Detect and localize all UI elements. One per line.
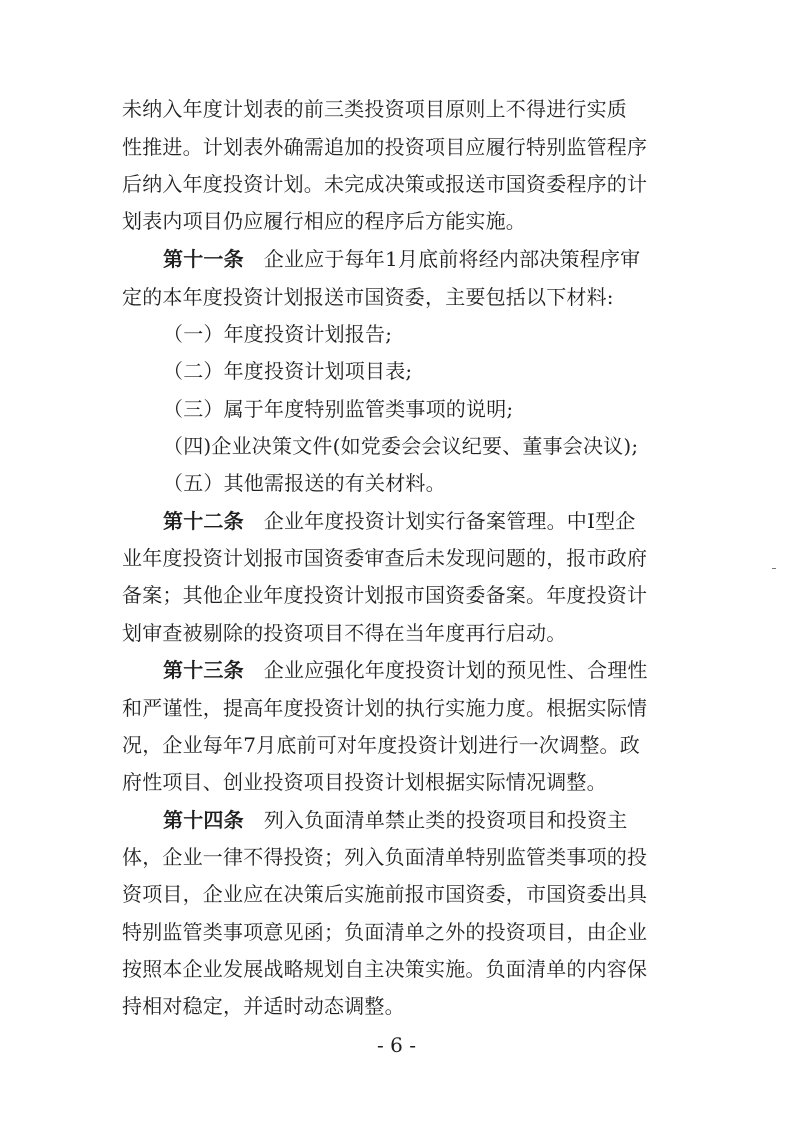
paragraph-line: 划表内项目仍应履行相应的程序后方能实施。 [122, 209, 526, 233]
list-item: （三）属于年度特别监管类事项的说明; [163, 397, 514, 421]
paragraph-line: 按照本企业发展战略规划自主决策实施。负面清单的内容保 [122, 957, 648, 981]
article-13-text: 企业应强化年度投资计划的预见性、合理性 [263, 658, 648, 682]
article-13-heading: 第十三条 [163, 658, 244, 682]
paragraph-line: 未纳入年度计划表的前三类投资项目原则上不得进行实质 [122, 97, 627, 121]
paragraph-line: 体，企业一律不得投资；列入负面清单特别监管类事项的投 [122, 845, 648, 869]
list-item: （四)企业决策文件(如党委会会议纪要、董事会决议); [163, 434, 639, 458]
article-11-heading: 第十一条 [163, 247, 244, 271]
article-12-first-line [163, 506, 718, 536]
paragraph-line: 后纳入年度投资计划。未完成决策或报送市国资委程序的计 [122, 172, 648, 196]
page-number: - 6 - [377, 1033, 416, 1057]
list-item: （一）年度投资计划报告; [163, 322, 393, 346]
article-14-first-line [163, 805, 718, 835]
article-12-heading: 第十二条 [163, 509, 244, 533]
paragraph-line: 划审查被剔除的投资项目不得在当年度再行启动。 [122, 621, 567, 645]
list-item: （二）年度投资计划项目表; [163, 359, 413, 383]
list-item: （五）其他需报送的有关材料。 [163, 471, 446, 495]
article-11-text: 企业应于每年1月底前将经内部决策程序审 [263, 247, 641, 271]
article-14-heading: 第十四条 [163, 808, 244, 832]
paragraph-line: 府性项目、创业投资项目投资计划根据实际情况调整。 [122, 770, 607, 794]
scan-mark [772, 568, 776, 569]
paragraph-line: 特别监管类事项意见函；负面清单之外的投资项目，由企业 [122, 920, 648, 944]
article-11-first-line [163, 244, 718, 274]
paragraph-line: 定的本年度投资计划报送市国资委，主要包括以下材料: [122, 285, 614, 309]
paragraph-line: 业年度投资计划报市国资委审查后未发现问题的，报市政府 [122, 546, 648, 570]
paragraph-line: 和严谨性，提高年度投资计划的执行实施力度。根据实际情 [122, 696, 648, 720]
article-12-text: 企业年度投资计划实行备案管理。中I型企 [263, 509, 636, 533]
article-13-first-line [163, 655, 718, 685]
paragraph-line: 况，企业每年7月底前可对年度投资计划进行一次调整。政 [122, 733, 640, 757]
article-14-text: 列入负面清单禁止类的投资项目和投资主 [263, 808, 628, 832]
paragraph-line: 持相对稳定，并适时动态调整。 [122, 994, 405, 1018]
paragraph-line: 资项目，企业应在决策后实施前报市国资委，市国资委出具 [122, 882, 648, 906]
paragraph-line: 备案；其他企业年度投资计划报市国资委备案。年度投资计 [122, 583, 648, 607]
paragraph-line: 性推进。计划表外确需追加的投资项目应履行特别监管程序 [122, 135, 648, 159]
